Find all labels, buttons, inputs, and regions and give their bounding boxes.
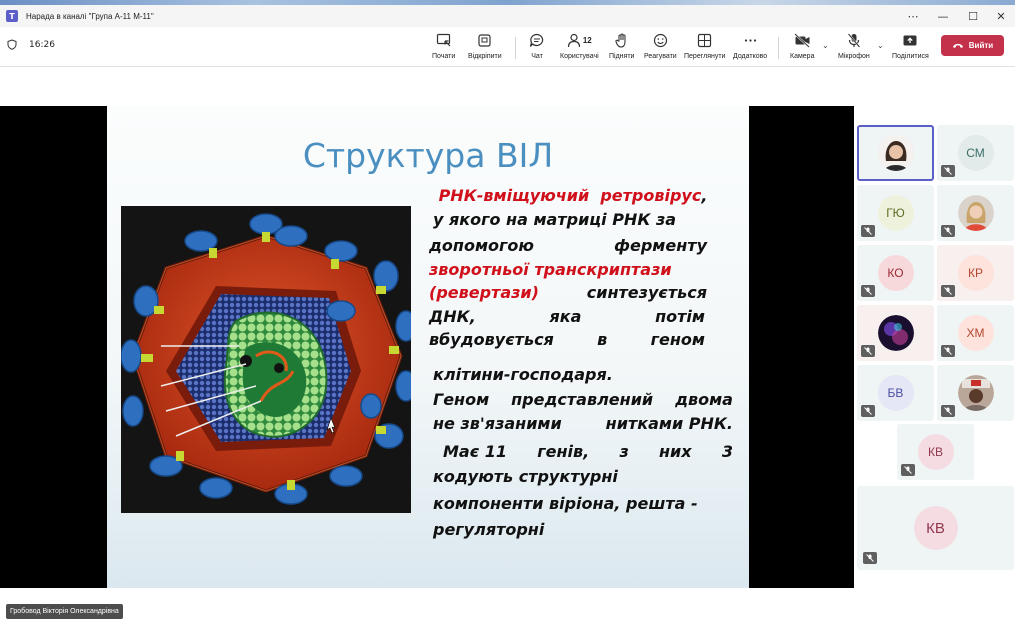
avatar: КВ: [914, 506, 958, 550]
minimize-button[interactable]: —: [937, 9, 949, 23]
presenter-name-badge: Гробовод Вікторія Олександрівна: [6, 604, 123, 619]
participant-tile[interactable]: [937, 365, 1014, 421]
meeting-timer: [7, 39, 55, 50]
view-button[interactable]: Переглянути: [684, 31, 725, 65]
mic-chevron-down-icon[interactable]: ⌄: [877, 41, 884, 50]
participant-tile[interactable]: [857, 125, 934, 181]
more-button[interactable]: Додатково: [733, 31, 767, 65]
hand-icon: [615, 33, 629, 48]
close-window-button[interactable]: ✕: [996, 9, 1006, 23]
unpin-icon: [477, 33, 493, 48]
raise-hand-button[interactable]: Підняти: [609, 31, 634, 65]
leave-label: Вийти: [968, 41, 994, 50]
mic-muted-icon: [941, 405, 955, 417]
participant-tile[interactable]: [937, 185, 1014, 241]
react-button[interactable]: Реагувати: [644, 31, 677, 65]
chat-icon: [529, 33, 545, 48]
mic-muted-icon: [941, 285, 955, 297]
slide-text-line-1: РНК-вміщуючий ретровірус,: [438, 186, 708, 205]
mic-muted-icon: [863, 552, 877, 564]
window-title: Нарада в каналі "Група А-11 М-11": [26, 11, 154, 21]
slide-text-line-3: допомогою ферменту: [429, 236, 707, 255]
slide-text-line-11: Має 11 генів, з них 3: [443, 442, 733, 461]
people-count-badge: 12: [582, 36, 592, 45]
window-more-button[interactable]: ⋯: [907, 9, 919, 23]
slide-text-line-7: вбудовується в геном: [429, 330, 705, 349]
mic-muted-icon: [861, 405, 875, 417]
mic-button[interactable]: Мікрофон: [838, 31, 870, 65]
participant-tile[interactable]: [937, 125, 1014, 181]
people-button[interactable]: 12 Користувачі: [560, 31, 599, 65]
avatar: ХМ: [958, 315, 994, 351]
avatar: [958, 195, 994, 231]
slide-text-line-8: клітини-господаря.: [433, 365, 613, 384]
unpin-button[interactable]: Відкріпити: [468, 31, 502, 65]
mic-muted-icon: [861, 285, 875, 297]
slide-text-line-10: не зв'язаними нитками РНК.: [433, 414, 733, 433]
share-button[interactable]: Поділитися: [892, 31, 929, 65]
mic-muted-icon: [861, 345, 875, 357]
slide-text-line-6: ДНК, яка потім: [429, 307, 705, 326]
mic-muted-icon: [941, 345, 955, 357]
participant-tile[interactable]: [857, 365, 934, 421]
record-icon: [436, 33, 452, 48]
grid-icon: [697, 33, 712, 48]
avatar: [958, 375, 994, 411]
presentation-slide: [107, 106, 749, 588]
toolbar-separator: [515, 37, 516, 59]
toolbar-separator: [778, 37, 779, 59]
mic-muted-icon: [901, 464, 915, 476]
participant-tile[interactable]: [937, 305, 1014, 361]
leave-button[interactable]: [941, 35, 1004, 56]
participant-tile[interactable]: [857, 305, 934, 361]
record-button[interactable]: Почати: [432, 31, 455, 65]
avatar: [878, 315, 914, 351]
hiv-structure-image: [121, 206, 411, 513]
title-bar: [0, 5, 1015, 27]
timer-text: 16:26: [29, 39, 55, 50]
slide-text-line-9: Геном представлений двома: [433, 390, 733, 409]
mic-muted-icon: [941, 225, 955, 237]
maximize-button[interactable]: ☐: [968, 9, 978, 23]
participant-tile[interactable]: [857, 245, 934, 301]
avatar: [878, 135, 914, 171]
smile-icon: [653, 33, 668, 48]
chat-button[interactable]: Чат: [529, 31, 545, 65]
slide-text-line-5: (ревертази) синтезується: [429, 283, 707, 302]
camera-chevron-down-icon[interactable]: ⌄: [822, 41, 829, 50]
participant-tile[interactable]: [937, 245, 1014, 301]
slide-text-line-13: компоненти віріона, решта -: [433, 494, 698, 513]
camera-off-icon: [794, 33, 811, 48]
mic-muted-icon: [941, 165, 955, 177]
participant-tile[interactable]: [897, 424, 974, 480]
teams-app-icon: T: [6, 10, 18, 22]
shield-icon: [7, 39, 17, 50]
share-icon: [902, 33, 918, 48]
slide-text-line-2: у якого на матриці РНК за: [433, 210, 677, 229]
slide-title: Структура ВІЛ: [302, 136, 554, 175]
avatar: КВ: [918, 434, 954, 470]
people-icon: [567, 33, 581, 48]
camera-button[interactable]: Камера: [790, 31, 814, 65]
slide-text-line-4: зворотньої транскриптази: [429, 260, 672, 279]
more-icon: [743, 33, 758, 48]
participant-tile-large[interactable]: [857, 486, 1014, 570]
mic-muted-icon: [861, 225, 875, 237]
avatar: КО: [878, 255, 914, 291]
mic-off-icon: [847, 33, 861, 48]
phone-hangup-icon: [952, 42, 964, 49]
participant-tile[interactable]: [857, 185, 934, 241]
avatar: БВ: [878, 375, 914, 411]
slide-text-line-14: регуляторні: [433, 520, 545, 539]
avatar: СМ: [958, 135, 994, 171]
avatar: ГЮ: [878, 195, 914, 231]
meeting-toolbar: [0, 27, 1015, 67]
slide-text-line-12: кодують структурні: [433, 467, 618, 486]
avatar: КР: [958, 255, 994, 291]
